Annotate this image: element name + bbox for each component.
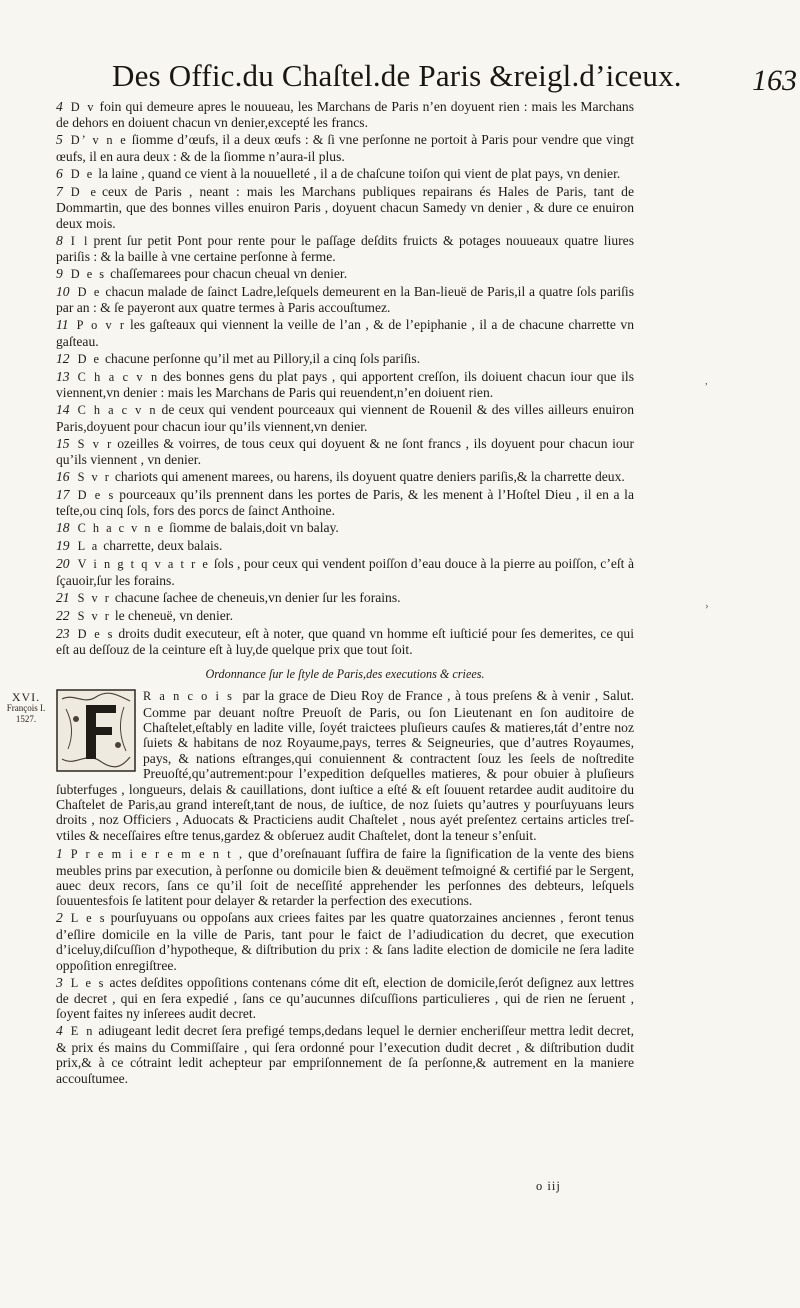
- article-paragraph: [56, 608, 634, 624]
- article-number: 13: [56, 368, 70, 384]
- article-paragraph: [56, 520, 634, 536]
- article-text: chacun malade de ſainct Ladre,leſquels demeurent en la Ban-lieuë de Paris,il a quatre ſols pariſis par an : & ſe payeront aux quatre termes à Paris accouſtumez.: [56, 284, 634, 316]
- article-paragraph: [56, 556, 634, 588]
- article-number: 11: [56, 317, 69, 333]
- margin-mark: ›: [705, 600, 709, 612]
- margin-mark: ,: [705, 375, 708, 387]
- article-paragraph: [56, 99, 634, 131]
- article-number: 2: [56, 910, 63, 926]
- article-text: chariots qui amenent marees, ou harens, ils doyuent quatre deniers pariſis,& la charrette deux.: [114, 469, 625, 485]
- article-lead: D e: [70, 166, 95, 181]
- article-paragraph: [56, 369, 634, 401]
- article-number: 15: [56, 435, 70, 451]
- article-number: 16: [56, 469, 70, 485]
- article-lead: P o v r: [76, 318, 126, 333]
- article-text: adiugeant ledit decret ſera prefigé temps,dedans lequel le dernier encheriſſeur mettra ledit decret, & prix és mains du Commiſſaire , qui ſera ordonné pour l’execution dudit decret , & diſtribution dudit prix,& à ce cótraint ledit achepteur par empriſonnement de ſa perſonne,& autrement en la maniere accouſtumee.: [56, 1023, 635, 1086]
- article-text: ſiomme de balais,doit vn balay.: [169, 520, 339, 536]
- article-text: prent ſur petit Pont pour rente pour le paſſage deſdits fruicts & potages nouueaux quatre liures pariſis : & la baille à vne certaine perſonne à ferme.: [56, 232, 634, 265]
- article-lead: S v r: [77, 608, 111, 623]
- article-text: ceux de Paris , neant : mais les Marchans publiques repairans és Hales de Paris, tant de Dommartin, que des bonnes villes enuiron Paris , doyuent chacun Samedy vn denier , & dure ce enuiron deux mois.: [56, 183, 635, 231]
- article-paragraph: [56, 487, 634, 519]
- article-text: ſols , pour ceux qui vendent poiſſon d’eau douce à la pierre au poiſſon, c’eſt à ſçauoir,ſur les forains.: [56, 556, 634, 588]
- article-lead: L a: [77, 539, 100, 554]
- article-paragraph: [56, 538, 634, 554]
- article-number: 23: [56, 625, 70, 641]
- article-number: 19: [56, 538, 70, 554]
- article-text: foin qui demeure apres le nouueau, les Marchans de Paris n’en doyuent rien : mais les Marchans de dehors en doiuent chacun vn denier,excepté les francs.: [56, 99, 634, 131]
- article-number: 1: [56, 846, 63, 862]
- article-text: pourceaux qu’ils prennent dans les portes de Paris, & les menent à l’Hoſtel Dieu , il en a la teſte,ou cinq ſols, fors des porcs de ſainct Anthoine.: [56, 487, 634, 519]
- article-paragraph: [56, 317, 634, 349]
- article-paragraph: [56, 1023, 634, 1086]
- article-number: 3: [56, 974, 63, 990]
- article-lead: C h a c v n e: [77, 521, 166, 536]
- article-lead: P r e m i e r e m e n t ,: [70, 847, 245, 862]
- article-number: 12: [56, 350, 70, 366]
- article-text: droits dudit executeur, eſt à noter, que quand vn homme eſt iuſticié pour ſes demerites, ce qui eſt au deſſouz de la ceinture eſt à luy,de quelque prix que tout ſoit.: [56, 625, 634, 658]
- article-text: ozeilles & voirres, de tous ceux qui doyuent & ne ſont francs , ils doyuent pour chacun iour qu’ils viennent , vn denier.: [56, 435, 634, 468]
- article-lead: D e s: [77, 626, 115, 641]
- article-lead: D e s: [70, 267, 107, 282]
- article-paragraph: [56, 590, 634, 606]
- article-text: chacune perſonne qu’il met au Pillory,il a cinq ſols pariſis.: [105, 350, 421, 366]
- article-lead: D e: [70, 184, 98, 199]
- article-number: 7: [56, 183, 63, 199]
- article-paragraph: [56, 166, 634, 182]
- page-number: 163: [752, 64, 797, 97]
- article-lead: S v r: [77, 590, 111, 605]
- article-paragraph: [56, 284, 634, 316]
- article-number: 6: [56, 165, 63, 181]
- article-paragraph: [56, 846, 634, 909]
- article-paragraph: [56, 266, 634, 282]
- article-text: pourſuyuans ou oppoſans aux criees faites par les quatre quatorzaines anciennes , feront tenus d’eſlire domicile en la ville de Paris, tant pour le faict de l’adiudication du decret, que execution d’iceluy,diſcuſſion d’hypotheque, & diſtribution du prix : & ſans ladite election de domicile ne ſera ladite oppoſition enregiſtree.: [56, 910, 634, 973]
- article-lead: S v r: [77, 470, 111, 485]
- article-text: charrette, deux balais.: [103, 538, 223, 554]
- article-paragraph: [56, 402, 634, 434]
- article-lead: D e: [77, 351, 102, 366]
- article-lead: C h a c v n: [77, 369, 160, 384]
- article-text: le cheneuë, vn denier.: [114, 607, 233, 623]
- article-lead: S v r: [77, 436, 114, 451]
- running-title: Des Offic.du Chaſtel.de Paris &reigl.d’iceux.: [112, 58, 682, 93]
- main-text: [56, 99, 634, 1088]
- margin-note: [6, 692, 46, 725]
- royal-lead: R a n c o i s: [143, 689, 234, 704]
- article-number: 10: [56, 284, 70, 300]
- article-text: ſiomme d’œufs, il a deux œufs : & ſi vne perſonne ne portoit à Paris pour vendre que vingt œufs, il en aura deux : & de la ſiomme n’aura-il plus.: [56, 132, 634, 164]
- article-number: 14: [56, 402, 70, 418]
- article-lead: D v: [70, 100, 96, 114]
- article-lead: D e: [77, 285, 102, 300]
- decorated-initial-f: [56, 689, 136, 772]
- royal-text: par la grace de Dieu Roy de France , à tous preſens & à venir , Salut. Comme par deuant noſtre Preuoſt de Paris, ou ſon Lieutenant en ſon auditoire de Chaſtelet,eſtably en ladite ville, ſoyét traictees pluſieurs cauſes & matieres,tát d’entre noz ſuiets & habitans de noz Royaume,pays, terres & Seigneuries, que d’autres Royaumes, pays, & nations eſtranges,qui conuiennent & contractent ſouz les ſeels de noſtredite Preuoſté,qu’autrement:pour l’expedition deſquelles matieres, & pour obuier à pluſieurs ſubterfuges , longueurs, delais & cauillations, dont iuſtice a eſté & eſt ſouuent retardee audit auditoire du Chaſtelet de Paris,au grand intereſt,tant de nous, de iuſtice, de noz ſuiets qu’autres y pourſuyuans leurs droits , noz Officiers , Aduocats & Practiciens audit Chaſtelet , nous ayét preſentez certains articles treſ-vtiles & neceſſaires eſtre tenus,gardez & obſeruez audit Chaſtelet, dont la teneur s’enſuit.: [56, 688, 635, 843]
- article-lead: D’ v n e: [70, 133, 128, 148]
- article-lead: E n: [70, 1024, 95, 1039]
- toll-list: [56, 99, 634, 658]
- article-list: [56, 846, 634, 1086]
- article-number: 9: [56, 266, 63, 282]
- margin-note-roman: XVI.: [11, 690, 41, 704]
- article-text: les gaſteaux qui viennent la veille de l’an , & de l’epiphanie , il a de chacune charrette vn gaſteau.: [56, 317, 634, 349]
- article-text: de ceux qui vendent pourceaux qui viennent de Rouenil & des villes ailleurs enuiron Paris,doyuent pour chacun iour qu’ils viennent,vn denier.: [56, 402, 635, 434]
- article-number: 21: [56, 589, 70, 605]
- article-paragraph: [56, 910, 634, 973]
- article-lead: L e s: [70, 975, 106, 990]
- article-number: 4: [56, 99, 63, 114]
- article-text: des bonnes gens du plat pays , qui apportent creſſon, ils doiuent chacun iour que ils viennent,vn denier : mais les Marchans de Paris qui reuendent,n’en doiuent rien.: [56, 368, 634, 401]
- margin-note-king: François I.: [6, 703, 46, 713]
- page-header: [112, 58, 797, 104]
- article-lead: V i n g t q v a t r e: [77, 557, 210, 572]
- article-number: 17: [56, 487, 70, 503]
- ornate-initial-icon: [56, 689, 136, 772]
- article-number: 4: [56, 1023, 63, 1039]
- royal-preamble: [56, 688, 634, 843]
- article-paragraph: [56, 975, 634, 1022]
- article-text: actes deſdites oppoſitions contenans cóme dit eſt, election de domicile,ſerót deſignez aux lettres de decret , qui en ſera expedié , ſans ce qu’aucunnes diſcuſſions particulieres , qui de rien ne ſeruent , ſoyent faites ny inſerees audit decret.: [56, 974, 635, 1022]
- article-paragraph: [56, 184, 634, 231]
- article-text: que d’oreſnauant ſuffira de faire la ſignification de la vente des biens meubles prins par execution, à perſonne ou domicile bien & deuëment teſmoigné & certifié par le Sergent, auec deux recors, ſans ce qu’il ſoit de neceſſité apprehender les perſonnes des debteurs, leſquels ſouuentesfois ſe latitent pour delayer & retarder la perfection des executions.: [56, 846, 634, 909]
- article-lead: C h a c v n: [77, 403, 158, 418]
- article-paragraph: [56, 351, 634, 367]
- article-lead: L e s: [70, 911, 107, 926]
- article-text: chaſſemarees pour chacun cheual vn denier.: [110, 266, 348, 282]
- article-number: 20: [56, 556, 70, 572]
- article-number: 22: [56, 607, 70, 623]
- article-paragraph: [56, 626, 634, 658]
- article-number: 18: [56, 520, 70, 536]
- article-paragraph: [56, 436, 634, 468]
- article-number: 5: [56, 132, 63, 148]
- article-text: chacune ſachee de cheneuis,vn denier ſur les forains.: [114, 589, 401, 605]
- article-lead: D e s: [77, 488, 116, 503]
- margin-note-year: 1527.: [15, 714, 37, 724]
- article-number: 8: [56, 232, 63, 248]
- signature-mark: o iij: [536, 1179, 561, 1193]
- article-paragraph: [56, 469, 634, 485]
- section-heading: Ordonnance ſur le ſtyle de Paris,des executions & criees.: [205, 666, 485, 681]
- article-lead: I l: [70, 233, 90, 248]
- article-text: la laine , quand ce vient à la nouuelleté , il a de chaſcune toiſon qui vient de plat pays, vn denier.: [98, 165, 621, 181]
- article-paragraph: [56, 132, 634, 164]
- article-paragraph: [56, 233, 634, 265]
